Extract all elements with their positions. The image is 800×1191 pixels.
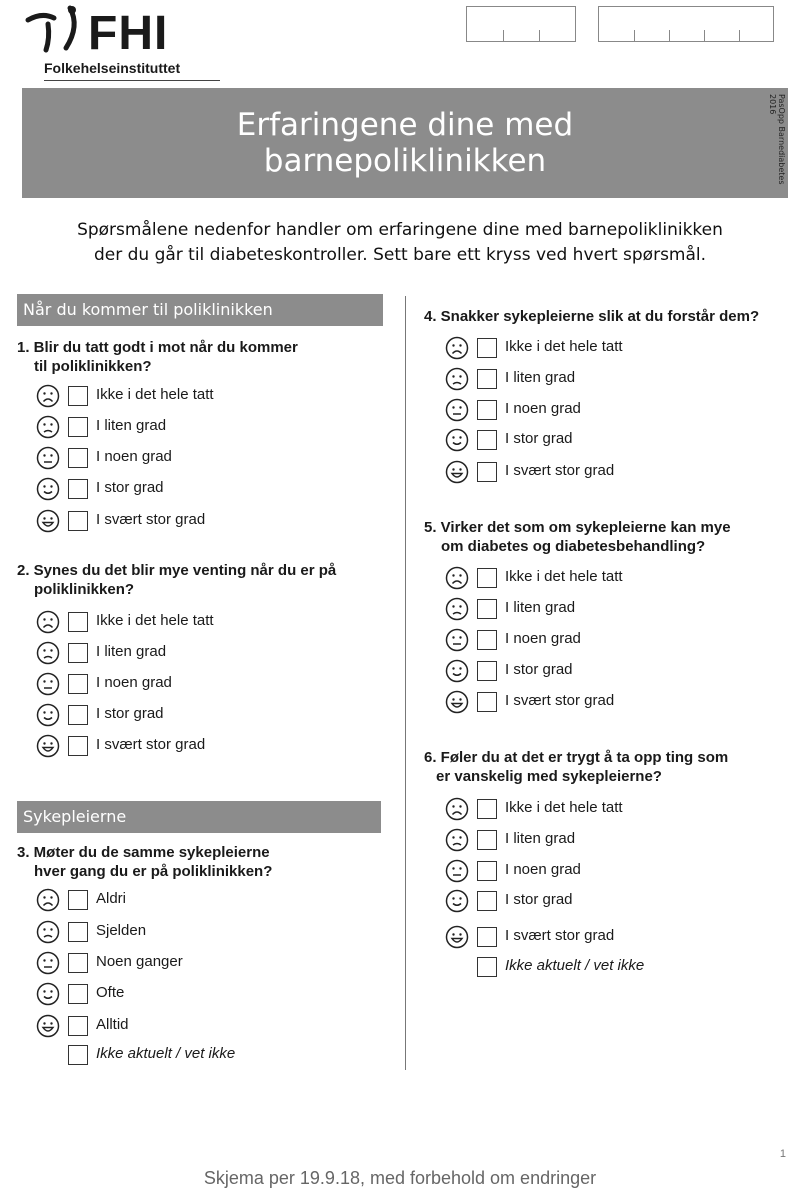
happy-face-icon (445, 659, 469, 683)
option-label: I stor grad (96, 479, 164, 496)
answer-checkbox[interactable] (477, 568, 497, 588)
option-label: Sjelden (96, 922, 147, 939)
question-1-option[interactable] (36, 509, 366, 535)
happy-face-icon (445, 428, 469, 452)
answer-checkbox[interactable] (68, 479, 88, 499)
question-2-option[interactable] (36, 734, 366, 760)
question-1-line1: 1. Blir du tatt godt i mot når du kommer (17, 339, 298, 356)
question-4 (424, 307, 759, 326)
option-label: I liten grad (505, 830, 576, 847)
very-sad-face-icon (36, 610, 60, 634)
option-label: I noen grad (505, 400, 581, 417)
answer-checkbox[interactable] (68, 922, 88, 942)
logo-subtitle: Folkehelseinstituttet (44, 60, 181, 76)
very-happy-face-icon (445, 460, 469, 484)
very-sad-face-icon (36, 888, 60, 912)
fhi-logo-mark-icon (24, 4, 88, 60)
neutral-face-icon (445, 398, 469, 422)
option-label: Ofte (96, 984, 125, 1001)
answer-checkbox[interactable] (68, 674, 88, 694)
answer-checkbox[interactable] (68, 1016, 88, 1036)
option-label: I liten grad (505, 599, 576, 616)
question-4-line1: 4. Snakker sykepleierne slik at du forstår dem? (424, 308, 760, 325)
title-banner (22, 88, 788, 198)
question-6-option[interactable] (445, 828, 775, 854)
intro-line2: der du går til diabeteskontroller. Sett bare ett kryss ved hvert spørsmål. (93, 245, 707, 265)
page-title-line2: barnepoliklinikken (263, 143, 547, 179)
option-label: I liten grad (96, 643, 167, 660)
sad-face-icon (445, 597, 469, 621)
question-1-line2: til poliklinikken? (34, 358, 152, 375)
question-1-option[interactable] (36, 477, 366, 503)
question-3-option[interactable] (36, 1014, 366, 1040)
question-5-option[interactable] (445, 690, 775, 716)
question-6-option[interactable] (445, 889, 775, 915)
option-label: Ikke i det hele tatt (505, 799, 623, 816)
logo-text: FHI (88, 7, 169, 60)
id-box-2 (598, 6, 774, 42)
question-3-line1: 3. Møter du de samme sykepleierne (17, 844, 270, 861)
neutral-face-icon (445, 859, 469, 883)
answer-checkbox[interactable] (477, 338, 497, 358)
sad-face-icon (445, 367, 469, 391)
answer-checkbox[interactable] (477, 462, 497, 482)
question-2-option[interactable] (36, 610, 366, 636)
question-5-option[interactable] (445, 566, 775, 592)
page-title (22, 107, 788, 179)
question-5 (424, 518, 731, 556)
id-box-1 (466, 6, 576, 42)
question-6-line2: er vanskelig med sykepleierne? (436, 768, 662, 785)
option-label: Aldri (96, 890, 127, 907)
question-4-option[interactable] (445, 428, 775, 454)
very-sad-face-icon (445, 566, 469, 590)
question-3-option[interactable] (36, 920, 366, 946)
answer-checkbox[interactable] (477, 661, 497, 681)
answer-checkbox[interactable] (68, 511, 88, 531)
question-2-option[interactable] (36, 641, 366, 667)
option-label: I stor grad (96, 705, 164, 722)
question-3-line2: hver gang du er på poliklinikken? (34, 863, 273, 880)
question-6-line1: 6. Føler du at det er trygt å ta opp ting som (424, 749, 729, 766)
answer-checkbox[interactable] (68, 953, 88, 973)
neutral-face-icon (36, 446, 60, 470)
answer-checkbox[interactable] (477, 830, 497, 850)
option-label: I noen grad (96, 674, 172, 691)
question-1 (17, 338, 298, 376)
question-6-option[interactable] (445, 859, 775, 885)
answer-checkbox[interactable] (68, 417, 88, 437)
question-3-not-applicable-option[interactable] (36, 1043, 366, 1069)
happy-face-icon (445, 889, 469, 913)
option-label: I liten grad (505, 369, 576, 386)
fhi-logo (24, 4, 214, 80)
question-4-option[interactable] (445, 367, 775, 393)
question-6 (424, 748, 728, 786)
question-6-option[interactable] (445, 925, 775, 951)
option-label: I noen grad (505, 861, 581, 878)
page-title-line1: Erfaringene dine med (236, 107, 574, 143)
logo-underline (44, 80, 220, 81)
answer-checkbox[interactable] (477, 861, 497, 881)
answer-checkbox[interactable] (68, 612, 88, 632)
neutral-face-icon (445, 628, 469, 652)
question-4-option[interactable] (445, 336, 775, 362)
answer-checkbox[interactable] (477, 400, 497, 420)
happy-face-icon (36, 477, 60, 501)
option-label: I svært stor grad (96, 736, 206, 753)
question-1-option[interactable] (36, 446, 366, 472)
question-4-option[interactable] (445, 398, 775, 424)
question-2-option[interactable] (36, 703, 366, 729)
option-label: Ikke i det hele tatt (96, 612, 214, 629)
option-label: I stor grad (505, 430, 573, 447)
question-3-option[interactable] (36, 888, 366, 914)
footer-note: Skjema per 19.9.18, med forbehold om endringer (203, 1168, 597, 1188)
answer-checkbox[interactable] (477, 369, 497, 389)
option-label: Ikke i det hele tatt (96, 386, 214, 403)
sad-face-icon (36, 415, 60, 439)
intro-line1: Spørsmålene nedenfor handler om erfaringene dine med barnepoliklinikken (77, 220, 723, 240)
option-label: Ikke i det hele tatt (505, 568, 623, 585)
neutral-face-icon (36, 951, 60, 975)
answer-checkbox[interactable] (477, 599, 497, 619)
option-label: I svært stor grad (505, 927, 615, 944)
column-divider (405, 296, 406, 1070)
option-label: Noen ganger (96, 953, 183, 970)
answer-checkbox[interactable] (477, 430, 497, 450)
very-happy-face-icon (445, 925, 469, 949)
option-label: Alltid (96, 1016, 129, 1033)
answer-checkbox[interactable] (477, 630, 497, 650)
question-5-line1: 5. Virker det som om sykepleierne kan mye (424, 519, 731, 536)
very-happy-face-icon (36, 734, 60, 758)
section-header-nurses: Sykepleierne (17, 801, 381, 833)
answer-checkbox[interactable] (68, 448, 88, 468)
question-5-option[interactable] (445, 597, 775, 623)
question-5-option[interactable] (445, 628, 775, 654)
option-label: I svært stor grad (505, 692, 615, 709)
option-label: I svært stor grad (505, 462, 615, 479)
question-3-option[interactable] (36, 982, 366, 1008)
answer-checkbox[interactable] (68, 705, 88, 725)
answer-checkbox[interactable] (68, 1045, 88, 1065)
option-label: I noen grad (505, 630, 581, 647)
option-label-not-applicable: Ikke aktuelt / vet ikke (96, 1045, 236, 1062)
happy-face-icon (36, 982, 60, 1006)
question-3-option[interactable] (36, 951, 366, 977)
very-happy-face-icon (36, 509, 60, 533)
neutral-face-icon (36, 672, 60, 696)
question-5-line2: om diabetes og diabetesbehandling? (441, 538, 706, 555)
answer-checkbox[interactable] (477, 692, 497, 712)
answer-checkbox[interactable] (68, 890, 88, 910)
very-happy-face-icon (36, 1014, 60, 1038)
sad-face-icon (36, 641, 60, 665)
very-happy-face-icon (445, 690, 469, 714)
answer-checkbox[interactable] (68, 386, 88, 406)
question-5-option[interactable] (445, 659, 775, 685)
option-label: I liten grad (96, 417, 167, 434)
very-sad-face-icon (445, 797, 469, 821)
question-2-line2: poliklinikken? (34, 581, 135, 598)
option-label: I noen grad (96, 448, 172, 465)
question-2-option[interactable] (36, 672, 366, 698)
intro-text (0, 218, 800, 268)
question-2 (17, 561, 336, 599)
question-6-option[interactable] (445, 797, 775, 823)
section-header-arrival: Når du kommer til poliklinikken (17, 294, 383, 326)
question-2-line1: 2. Synes du det blir mye venting når du er på (17, 562, 337, 579)
option-label: Ikke i det hele tatt (505, 338, 623, 355)
happy-face-icon (36, 703, 60, 727)
page-number: 1 (779, 1148, 786, 1160)
very-sad-face-icon (36, 384, 60, 408)
question-1-option[interactable] (36, 415, 366, 441)
answer-checkbox[interactable] (68, 984, 88, 1004)
answer-checkbox[interactable] (477, 891, 497, 911)
question-4-option[interactable] (445, 460, 775, 486)
option-label: I stor grad (505, 661, 573, 678)
question-1-option[interactable] (36, 384, 366, 410)
option-label: I svært stor grad (96, 511, 206, 528)
very-sad-face-icon (445, 336, 469, 360)
answer-checkbox[interactable] (68, 736, 88, 756)
sad-face-icon (445, 828, 469, 852)
question-3 (17, 843, 272, 881)
answer-checkbox[interactable] (477, 927, 497, 947)
option-label: I stor grad (505, 891, 573, 908)
answer-checkbox[interactable] (68, 643, 88, 663)
option-label-not-applicable: Ikke aktuelt / vet ikke (505, 957, 645, 974)
question-6-not-applicable-option[interactable] (445, 955, 775, 981)
survey-code: PasOpp Barnediabetes 2016 (768, 94, 786, 185)
answer-checkbox[interactable] (477, 799, 497, 819)
sad-face-icon (36, 920, 60, 944)
answer-checkbox[interactable] (477, 957, 497, 977)
